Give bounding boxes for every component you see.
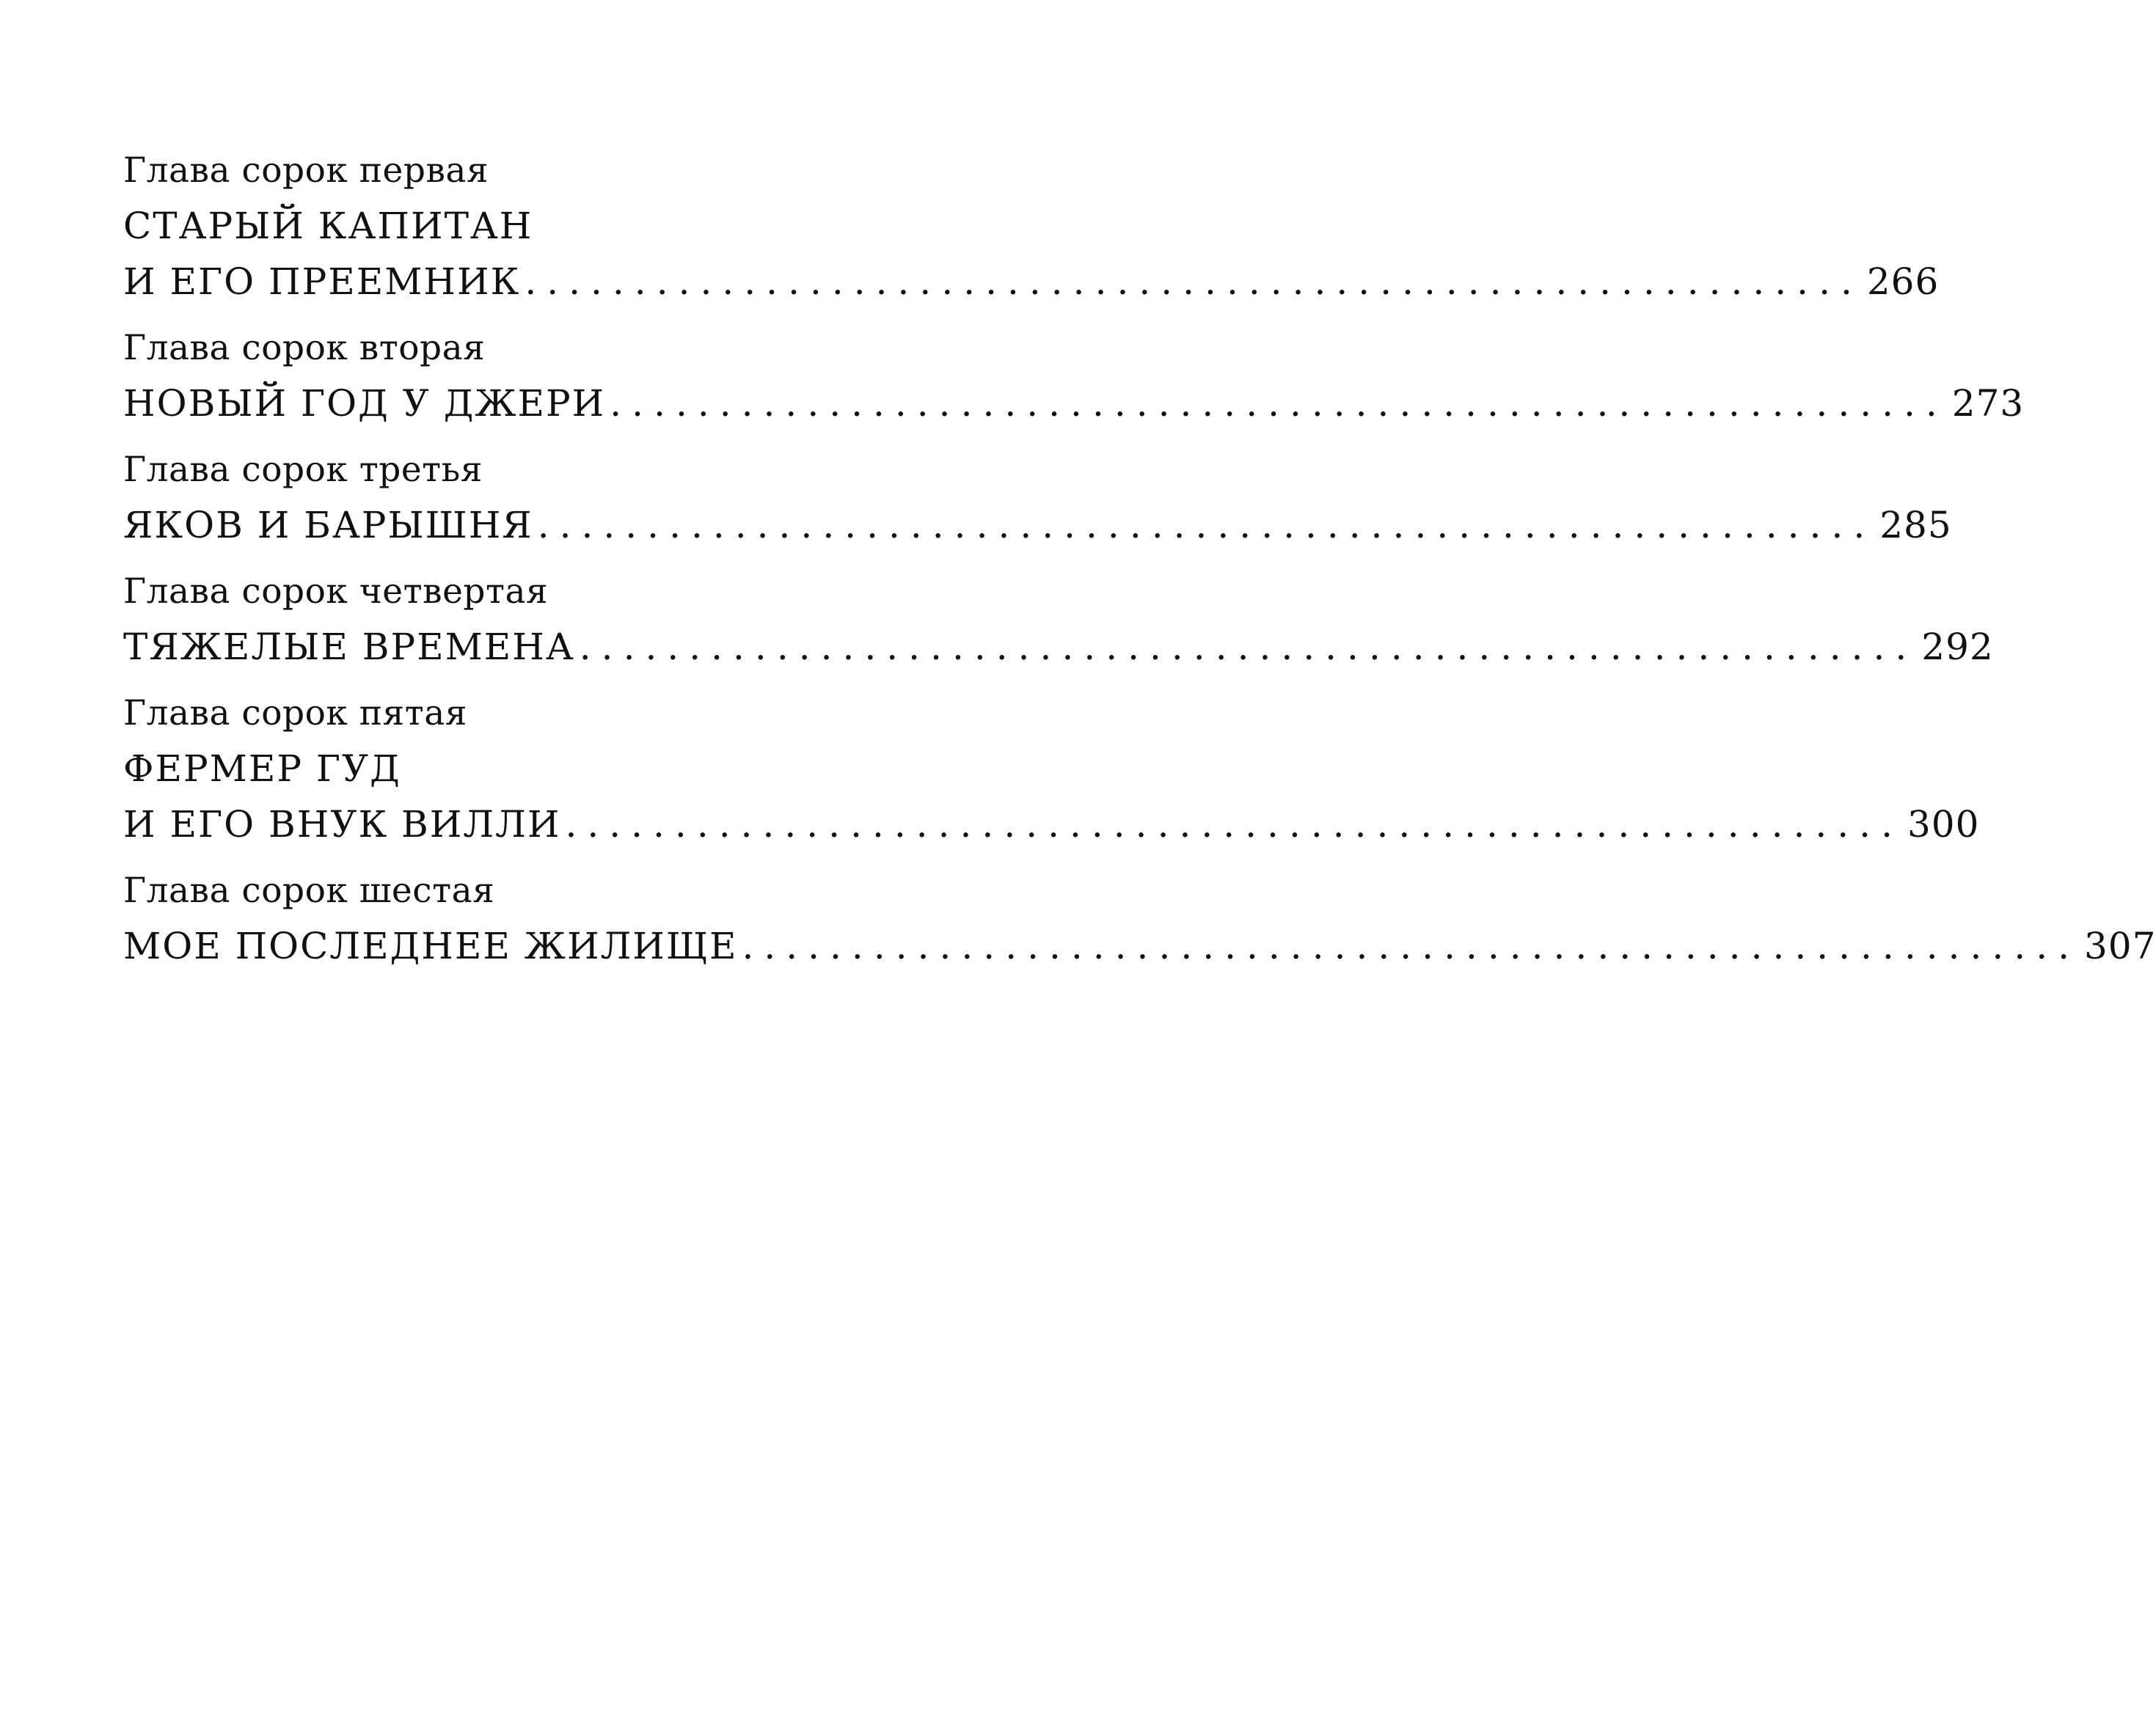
page-number: 300 bbox=[1907, 803, 1980, 846]
page-number: 307 bbox=[2083, 925, 2156, 967]
chapter-title-line: МОЕ ПОСЛЕДНЕЕ ЖИЛИЩЕ bbox=[123, 925, 738, 967]
table-of-contents bbox=[123, 144, 2156, 986]
dot-leader: ............................................................. bbox=[579, 626, 1918, 668]
chapter-label: Глава сорок вторая bbox=[123, 328, 486, 368]
dot-leader: ............................................................. bbox=[742, 925, 2080, 967]
chapter-title-row bbox=[123, 796, 1980, 852]
chapter-label: Глава сорок первая bbox=[123, 150, 489, 191]
chapter-title-row bbox=[123, 918, 2156, 974]
chapter-title-line: ТЯЖЕЛЫЕ ВРЕМЕНА bbox=[123, 626, 575, 668]
chapter-label: Глава сорок четвертая bbox=[123, 571, 549, 612]
page-number: 285 bbox=[1879, 504, 1952, 546]
toc-entry bbox=[123, 144, 1940, 309]
chapter-title-line: ФЕРМЕР ГУД bbox=[123, 747, 401, 790]
chapter-label: Глава сорок третья bbox=[123, 450, 483, 490]
chapter-title-line: НОВЫЙ ГОД У ДЖЕРИ bbox=[123, 382, 606, 425]
page-number: 292 bbox=[1921, 626, 1994, 668]
toc-entry bbox=[123, 321, 2025, 431]
page-number: 273 bbox=[1951, 382, 2025, 425]
chapter-title-line: И ЕГО ПРЕЕМНИК bbox=[123, 260, 521, 303]
chapter-label: Глава сорок шестая bbox=[123, 871, 495, 911]
dot-leader: ............................................................. bbox=[610, 382, 1948, 425]
chapter-title-row bbox=[123, 375, 2025, 431]
chapter-title-row bbox=[123, 497, 1952, 553]
toc-entry bbox=[123, 565, 1994, 675]
chapter-title-row bbox=[123, 254, 1940, 309]
chapter-label: Глава сорок пятая bbox=[123, 693, 467, 733]
toc-entry bbox=[123, 443, 1952, 553]
toc-entry bbox=[123, 686, 1980, 852]
chapter-title-row bbox=[123, 619, 1994, 675]
chapter-title-line: И ЕГО ВНУК ВИЛЛИ bbox=[123, 803, 561, 846]
chapter-title-line: ЯКОВ И БАРЫШНЯ bbox=[123, 504, 533, 546]
dot-leader: ............................................................. bbox=[565, 803, 1903, 846]
toc-entry bbox=[123, 864, 2156, 974]
dot-leader: ............................................................. bbox=[537, 504, 1876, 546]
dot-leader: ............................................................. bbox=[525, 260, 1863, 303]
page-number: 266 bbox=[1866, 260, 1940, 303]
chapter-title-line: СТАРЫЙ КАПИТАН bbox=[123, 205, 533, 247]
